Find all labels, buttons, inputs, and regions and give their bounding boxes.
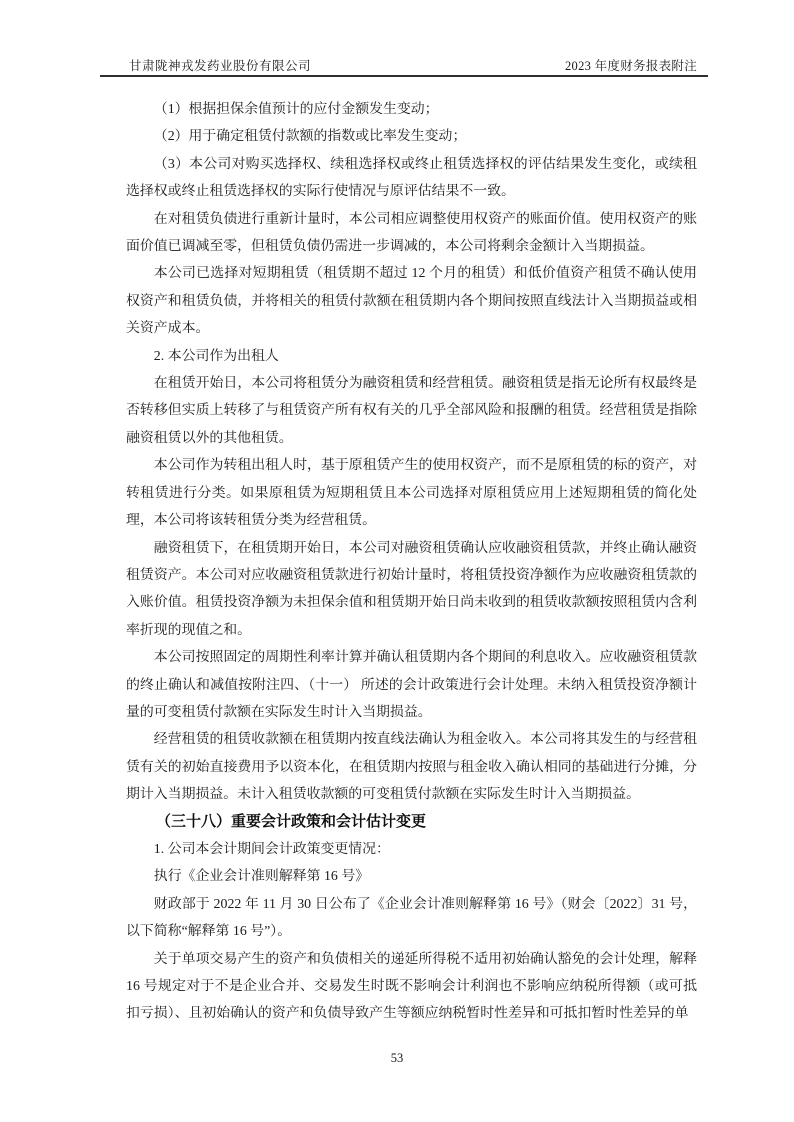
paragraph: 2. 本公司作为出租人: [153, 348, 279, 364]
header-rule: [100, 75, 708, 77]
paragraph: 1. 公司本会计期间会计政策变更情况：: [153, 841, 390, 857]
paragraph: 经营租赁的租赁收款额在租赁期内按直线法确认为租金收入。本公司将其发生的与经营租赁有关的初始直接费用予以资本化，在租赁期内按照与租金收入确认相同的基础进行分摊，分期计入当期损益。未计入租赁收款额的可变租赁付款额在实际发生时计入当期损益。: [126, 732, 697, 803]
paragraph: 关于单项交易产生的资产和负债相关的递延所得税不适用初始确认豁免的会计处理，解释 16 号规定对于不是企业合并、交易发生时既不影响会计利润也不影响应纳税所得额（或可抵扣亏损）、且初始确认的资产和负债导致产生等额应纳税暂时性差异和可抵扣暂时性差异的单: [126, 951, 697, 1022]
header-company-name: 甘肃陇神戎发药业股份有限公司: [129, 59, 312, 73]
paragraph: 融资租赁下，在租赁期开始日，本公司对融资租赁确认应收融资租赁款，并终止确认融资租赁资产。本公司对应收融资租赁款进行初始计量时，将租赁投资净额作为应收融资租赁款的入账价值。租赁投资净额为未担保余值和租赁期开始日尚未收到的租赁收款额按照租赁内含利率折现的现值之和。: [126, 540, 697, 638]
header-doc-title: 2023 年度财务报表附注: [564, 59, 697, 73]
page-number: 53: [390, 1051, 404, 1065]
paragraph: 本公司已选择对短期租赁（租赁期不超过 12 个月的租赁）和低价值资产租赁不确认使用权资产和租赁负债，并将相关的租赁付款额在租赁期内各个期间按照直线法计入当期损益或相关资产成本。: [126, 266, 697, 337]
paragraph: （2）用于确定租赁付款额的指数或比率发生变动；: [153, 129, 467, 145]
paragraph: 本公司按照固定的周期性利率计算并确认租赁期内各个期间的利息收入。应收融资租赁款的终止确认和减值按附注四、（十一） 所述的会计政策进行会计处理。未纳入租赁投资净额计量的可变租赁付款额在实际发生时计入当期损益。: [126, 650, 697, 720]
paragraph: 本公司作为转租出租人时，基于原租赁产生的使用权资产，而不是原租赁的标的资产，对转租赁进行分类。如果原租赁为短期租赁且本公司选择对原租赁应用上述短期租赁的简化处理，本公司将该转租赁分类为经营租赁。: [126, 458, 697, 529]
document-body: [126, 96, 697, 1028]
paragraph: 在对租赁负债进行重新计量时，本公司相应调整使用权资产的账面价值。使用权资产的账面价值已调减至零，但租赁负债仍需进一步调减的，本公司将剩余金额计入当期损益。: [126, 211, 697, 255]
paragraph: （1）根据担保余值预计的应付金额发生变动；: [153, 102, 439, 117]
paragraph: 财政部于 2022 年 11 月 30 日公布了《企业会计准则解释第 16 号》（财会〔2022〕31 号，以下简称“解释第 16 号”）。: [126, 896, 697, 940]
paragraph: 执行《企业会计准则解释第 16 号》: [153, 869, 370, 885]
paragraph: （3）本公司对购买选择权、续租选择权或终止租赁选择权的评估结果发生变化，或续租选择权或终止租赁选择权的实际行使情况与原评估结果不一致。: [126, 156, 697, 200]
section-heading: （三十八）重要会计政策和会计估计变更: [156, 813, 427, 830]
paragraph: 在租赁开始日，本公司将租赁分为融资租赁和经营租赁。融资租赁是指无论所有权最终是否转移但实质上转移了与租赁资产所有权有关的几乎全部风险和报酬的租赁。经营租赁是指除融资租赁以外的其他租赁。: [126, 376, 697, 446]
